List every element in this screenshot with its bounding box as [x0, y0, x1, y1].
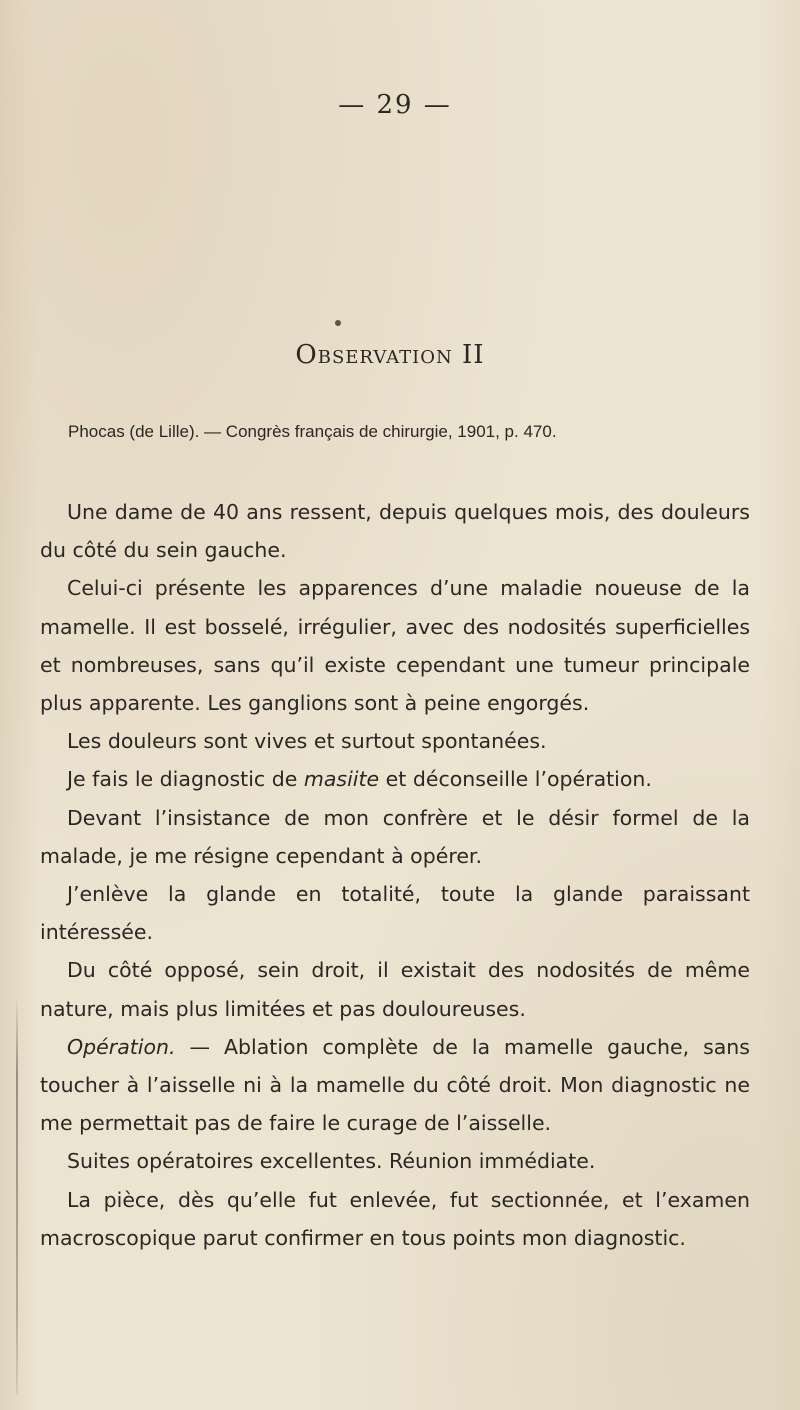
paragraph: Une dame de 40 ans ressent, depuis quelques mois, des douleurs du côté du sein gauche. [40, 500, 750, 563]
paragraph [40, 760, 750, 798]
margin-mark [16, 995, 18, 1395]
italic-label: Opération. [67, 1034, 176, 1059]
paragraph: Suites opératoires excellentes. Réunion immédiate. [67, 1149, 596, 1174]
observation-heading: Observation II [295, 340, 485, 370]
paragraph: Celui-ci présente les apparences d’une maladie noueuse de la mamelle. Il est bosselé, irrégulier, avec des nodosités superficielles et nombreuses, sans qu’il existe cependant une tumeur principale plus apparente. Les ganglions sont à peine engorgés. [40, 576, 750, 716]
paragraph: Devant l’insistance de mon confrère et le désir formel de la malade, je me résigne cependant à opérer. [40, 805, 750, 868]
paragraph-text: et déconseille l’opération. [385, 767, 652, 792]
source-citation: Phocas (de Lille). — Congrès français de chirurgie, 1901, p. 470. [68, 422, 557, 441]
paragraph [40, 1028, 750, 1143]
paragraph-text: Je fais le diagnostic de [67, 767, 298, 792]
paragraph: J’enlève la glande en totalité, toute la glande paraissant intéressée. [40, 882, 750, 945]
ink-dot [335, 320, 341, 326]
paragraph: Les douleurs sont vives et surtout spontanées. [67, 729, 547, 754]
italic-term: masiite [303, 767, 380, 792]
page-number: — 29 — [338, 90, 452, 120]
paragraph-text: — Ablation complète de la mamelle gauche, sans toucher à l’aisselle ni à la mamelle du côté droit. Mon diagnostic ne me permettait pas de faire le curage de l’aisselle. [40, 1034, 750, 1136]
paragraph: La pièce, dès qu’elle fut enlevée, fut sectionnée, et l’examen macroscopique parut confirmer en tous points mon diagnostic. [40, 1187, 750, 1250]
paragraph: Du côté opposé, sein droit, il existait des nodosités de même nature, mais plus limitées et pas douloureuses. [40, 958, 750, 1021]
observation-body [40, 493, 750, 1257]
